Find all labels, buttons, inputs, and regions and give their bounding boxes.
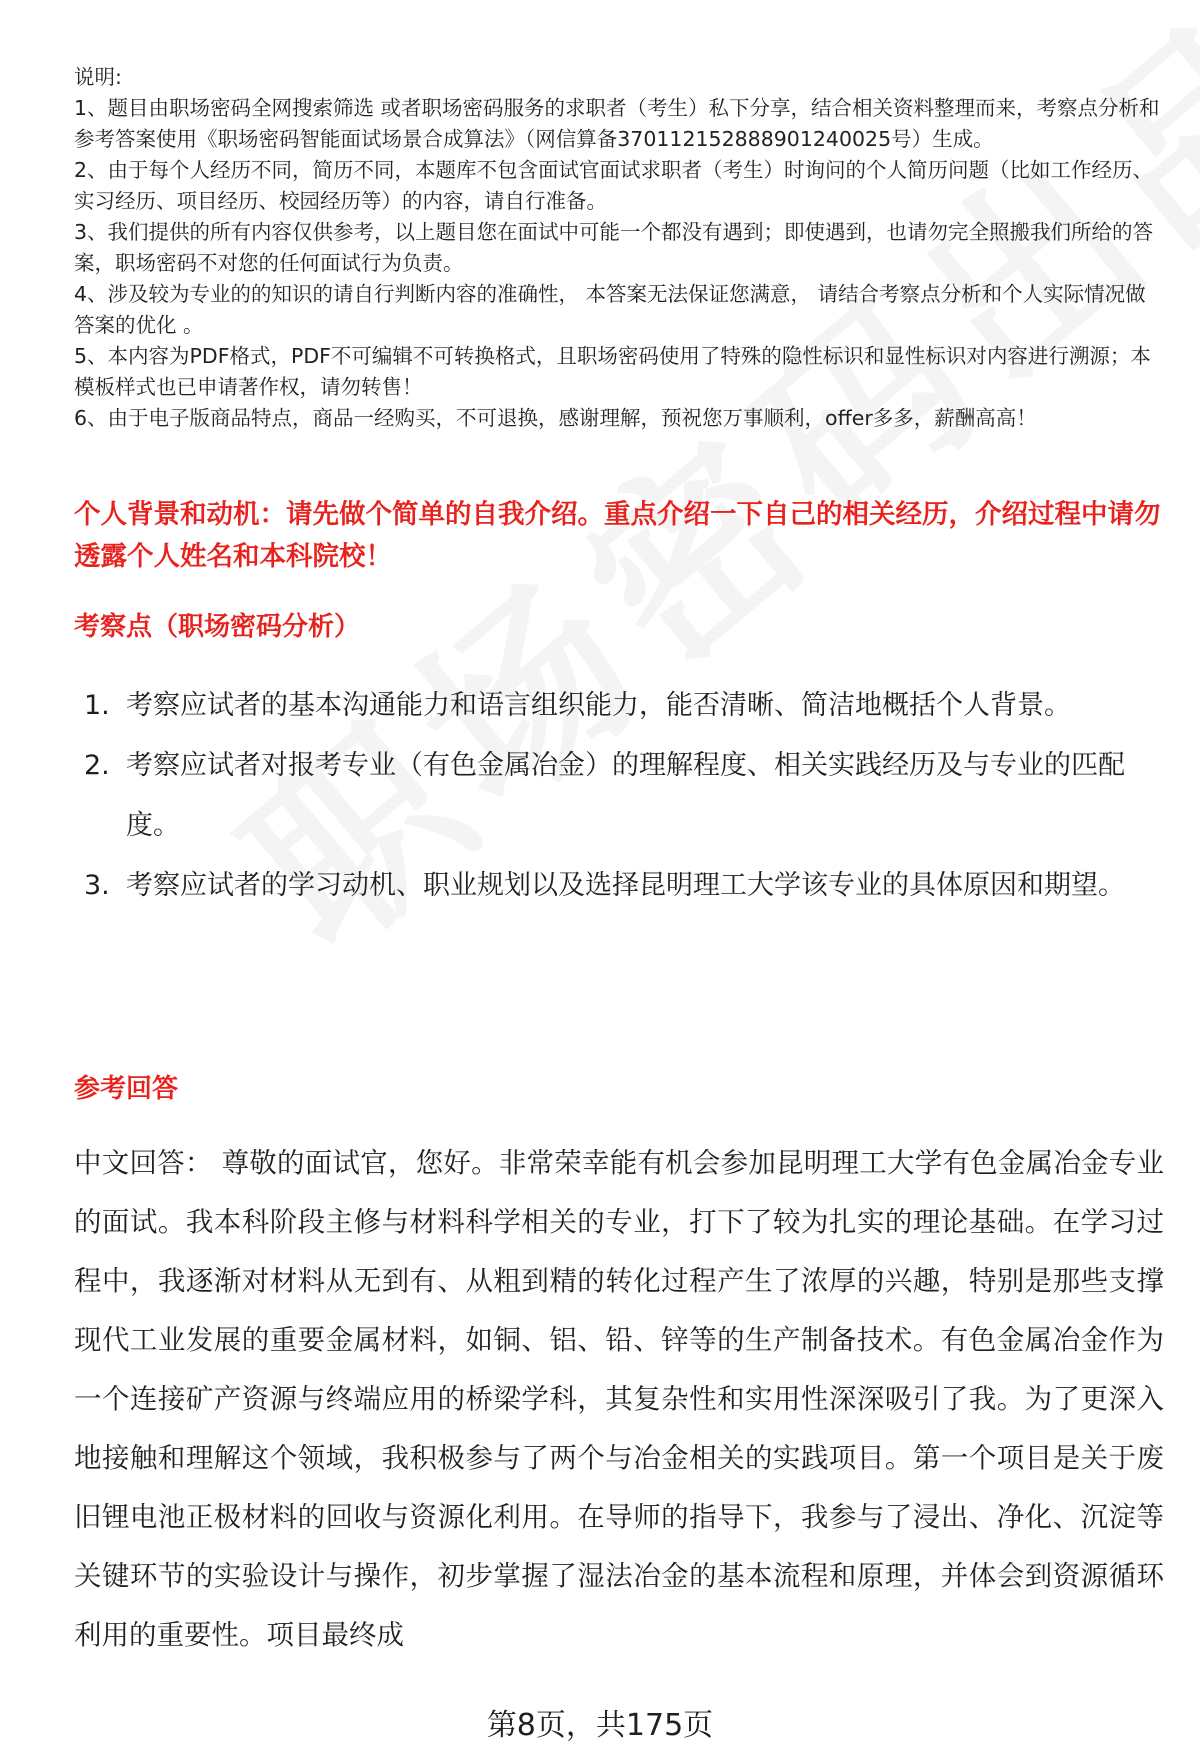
notes-item: 1、题目由职场密码全网搜索筛选 或者职场密码服务的求职者（考生）私下分享，结合相关资料整理而来，考察点分析和参考答案使用《职场密码智能面试场景合成算法》（网信算备370112152888901240025号）生成。 [74, 96, 1160, 151]
points-heading: 考察点（职场密码分析） [74, 612, 361, 642]
notes-item: 3、我们提供的所有内容仅供参考，以上题目您在面试中可能一个都没有遇到；即使遇到，也请勿完全照搬我们所给的答案，职场密码不对您的任何面试行为负责。 [74, 220, 1154, 275]
notes-item: 5、本内容为PDF格式，PDF不可编辑不可转换格式，且职场密码使用了特殊的隐性标识和显性标识对内容进行溯源；本模板样式也已申请著作权，请勿转售！ [74, 344, 1151, 399]
list-number: 1. [84, 690, 110, 721]
notes-section [74, 62, 1164, 434]
answer-heading: 参考回答 [74, 1074, 179, 1104]
list-item [80, 736, 1160, 856]
list-number: 2. [84, 750, 110, 781]
list-item [80, 856, 1160, 916]
notes-heading: 说明: [74, 65, 122, 89]
question-title: 个人背景和动机：请先做个简单的自我介绍。重点介绍一下自己的相关经历，介绍过程中请勿透露个人姓名和本科院校！ [74, 499, 1161, 572]
page-number: 第8页，共175页 [486, 1708, 714, 1743]
notes-item: 6、由于电子版商品特点，商品一经购买，不可退换，感谢理解，预祝您万事顺利，offer多多，薪酬高高！ [74, 406, 1037, 430]
points-list [80, 676, 1160, 916]
list-text: 考察应试者的基本沟通能力和语言组织能力，能否清晰、简洁地概括个人背景。 [126, 690, 1071, 721]
notes-item: 2、由于每个人经历不同，简历不同，本题库不包含面试官面试求职者（考生）时询问的个人简历问题（比如工作经历、实习经历、项目经历、校园经历等）的内容，请自行准备。 [74, 158, 1154, 213]
list-text: 考察应试者对报考专业（有色金属冶金）的理解程度、相关实践经历及与专业的匹配度。 [126, 750, 1125, 841]
list-item [80, 676, 1160, 736]
list-number: 3. [84, 870, 110, 901]
list-text: 考察应试者的学习动机、职业规划以及选择昆明理工大学该专业的具体原因和期望。 [126, 870, 1125, 901]
notes-item: 4、涉及较为专业的的知识的请自行判断内容的准确性， 本答案无法保证您满意， 请结合考察点分析和个人实际情况做答案的优化 。 [74, 282, 1146, 337]
answer-text: 中文回答： 尊敬的面试官，您好。非常荣幸能有机会参加昆明理工大学有色金属冶金专业的面试。我本科阶段主修与材料科学相关的专业，打下了较为扎实的理论基础。在学习过程中，我逐渐对材料从无到有、从粗到精的转化过程产生了浓厚的兴趣，特别是那些支撑现代工业发展的重要金属材料，如铜、铝、铅、锌等的生产制备技术。有色金属冶金作为一个连接矿产资源与终端应用的桥梁学科，其复杂性和实用性深深吸引了我。为了更深入地接触和理解这个领域，我积极参与了两个与冶金相关的实践项目。第一个项目是关于废旧锂电池正极材料的回收与资源化利用。在导师的指导下，我参与了浸出、净化、沉淀等关键环节的实验设计与操作，初步掌握了湿法冶金的基本流程和原理，并体会到资源循环利用的重要性。项目最终成 [74, 1147, 1164, 1651]
